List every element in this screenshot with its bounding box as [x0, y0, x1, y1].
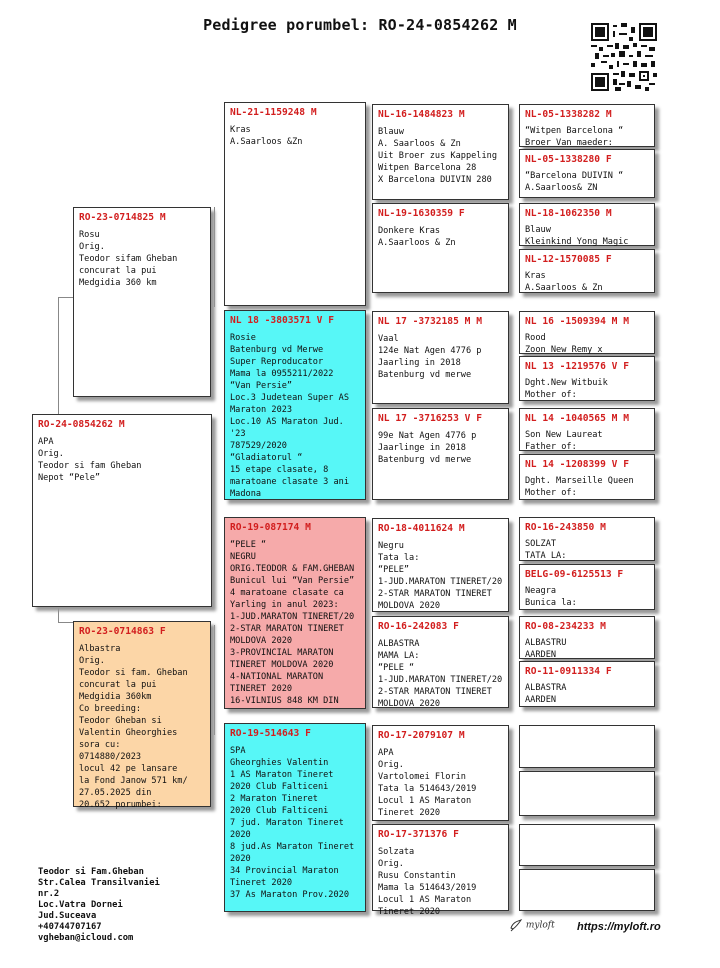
ring-number: RO-23-0714825 M: [79, 212, 166, 223]
pedigree-card-gen4-empty[interactable]: [519, 869, 655, 911]
bird-details: 99e Nat Agen 4776 p Jaarlinge in 2018 Batenburg vd merwe: [378, 431, 477, 465]
pedigree-card-gen3[interactable]: [372, 824, 509, 917]
pedigree-card-gen4-empty[interactable]: [519, 824, 655, 866]
pedigree-card-gen4[interactable]: [519, 104, 655, 147]
ring-number: NL 14 -1208399 V F: [525, 459, 629, 470]
website-link[interactable]: https://myloft.ro: [577, 921, 661, 933]
pedigree-card-gen4[interactable]: [519, 616, 655, 659]
bird-details: Albastra Orig. Teodor si fam. Gheban concurat la pui Medgidia 360km Co breeding: Teodor Gheban si Valentin Gheorghies sora cu: 0714880/2023 locul 42 pe lansare la Fond Janow 571 km/ 27.05.2025 din 20.652 porumbei:: [79, 644, 188, 810]
ring-number: RO-18-4011624 M: [378, 523, 465, 534]
bird-details: ALBASTRA AARDEN: [525, 683, 567, 705]
ring-number: NL 17 -3732185 M M: [378, 316, 482, 327]
connector: [214, 207, 215, 307]
bird-details: Vaal 124e Nat Agen 4776 p Jaarling in 2018 Batenburg vd merwe: [378, 334, 482, 380]
connector: [366, 405, 367, 413]
bird-details: “Witpen Barcelona “ Broer Van maeder:: [525, 126, 624, 148]
ring-number: NL 16 -1509394 M M: [525, 316, 629, 327]
bird-details: Kras A.Saarloos & Zn: [525, 271, 603, 293]
pedigree-card-gen3[interactable]: [372, 616, 509, 708]
bird-details: Son New Laureat Father of:: [525, 430, 603, 452]
bird-details: Kras A.Saarloos &Zn: [230, 125, 303, 147]
bird-details: SOLZAT TATA LA:: [525, 539, 567, 561]
pedigree-card-gen4[interactable]: [519, 149, 655, 198]
owner-contact: Teodor si Fam.Gheban Str.Calea Transilvaniei nr.2 Loc.Vatra Dornei Jud.Suceava +40744707167 vgheban@icloud.com: [38, 867, 160, 943]
bird-details: Negru Tata la: “PELE” 1-JUD.MARATON TINERET/20 2-STAR MARATON TINERET MOLDOVA 2020: [378, 541, 503, 611]
connector: [366, 201, 367, 211]
ring-number: RO-16-242083 F: [378, 621, 459, 632]
bird-details: SPA Gheorghies Valentin 1 AS Maraton Tineret 2020 Club Falticeni 2 Maraton Tineret 2020 Club Falticeni 7 jud. Maraton Tineret 2020 8 jud.As Maraton Tineret 2020 34 Provincial Maraton Tineret 2020 37 As Maraton Prov.2020: [230, 746, 355, 900]
pedigree-card-gen4[interactable]: [519, 661, 655, 707]
ring-number: NL 14 -1040565 M M: [525, 413, 629, 424]
bird-details: APA Orig. Vartolomei Florin Tata la 514643/2019 Locul 1 AS Maraton Tineret 2020: [378, 748, 477, 818]
ring-number: RO-24-0854262 M: [38, 419, 125, 430]
ring-number: RO-17-371376 F: [378, 829, 459, 840]
ring-number: NL-05-1338282 M: [525, 109, 612, 120]
bird-details: Blauw A. Saarloos & Zn Uit Broer zus Kappeling Witpen Barcelona 28 X Barcelona DUIVIN 280: [378, 127, 497, 185]
pedigree-card-gen3[interactable]: [372, 104, 509, 200]
pedigree-card-gen2[interactable]: [224, 310, 366, 500]
bird-details: Solzata Orig. Rusu Constantin Mama la 514643/2019 Locul 1 AS Maraton Tineret 2020: [378, 847, 477, 917]
qr-code: [591, 23, 657, 91]
bird-details: Dght.New Witbuik Mother of:: [525, 378, 608, 400]
ring-number: NL-12-1570085 F: [525, 254, 612, 265]
bird-details: Blauw Kleinkind Yong Magic: [525, 225, 629, 247]
pedigree-card-gen4[interactable]: [519, 517, 655, 561]
page-title: Pedigree porumbel: RO-24-0854262 M: [203, 16, 517, 34]
pedigree-card-gen3[interactable]: [372, 311, 509, 404]
pedigree-card-gen4[interactable]: [519, 408, 655, 451]
bird-details: APA Orig. Teodor si fam Gheban Nepot “Pele”: [38, 437, 142, 483]
bird-details: Donkere Kras A.Saarloos & Zn: [378, 226, 456, 248]
ring-number: NL-18-1062350 M: [525, 208, 612, 219]
pedigree-card-gen4[interactable]: [519, 311, 655, 354]
bird-details: ALBASTRU AARDEN: [525, 638, 567, 660]
bird-details: Neagra Bunica la:: [525, 586, 577, 608]
connector: [366, 822, 367, 828]
bird-details: Rosu Orig. Teodor sifam Gheban concurat la pui Medgidia 360 km: [79, 230, 178, 288]
bird-details: Rood Zoon New Remy x: [525, 333, 603, 355]
pedigree-card-gen2[interactable]: [224, 102, 366, 306]
pedigree-card-sire[interactable]: [73, 207, 211, 397]
ring-number: RO-11-0911334 F: [525, 666, 612, 677]
myloft-logo: [509, 918, 555, 932]
connector: [366, 613, 367, 621]
ring-number: NL 13 -1219576 V F: [525, 361, 629, 372]
pedigree-card-gen4-empty[interactable]: [519, 771, 655, 816]
pedigree-card-gen3[interactable]: [372, 408, 509, 500]
bird-details: Rosie Batenburg vd Merwe Super Reproducator Mama la 0955211/2022 “Van Persie” Loc.3 Judetean Super AS Maraton 2023 Loc.10 AS Maraton Jud. '23 787529/2020 “Gladiatorul “ 15 etape clasate, 8 maratoane clasate 3 ani Madona: [230, 333, 349, 499]
pedigree-card-gen3[interactable]: [372, 203, 509, 293]
ring-number: NL 18 -3803571 V F: [230, 315, 334, 326]
pedigree-card-gen4[interactable]: [519, 454, 655, 500]
ring-number: RO-23-0714863 F: [79, 626, 166, 637]
pedigree-card-gen2[interactable]: [224, 723, 366, 912]
ring-number: NL-16-1484823 M: [378, 109, 465, 120]
pigeon-icon: [509, 918, 523, 932]
bird-details: Dght. Marseille Queen Mother of:: [525, 476, 634, 498]
ring-number: NL-21-1159248 M: [230, 107, 317, 118]
bird-details: “PELE “ NEGRU ORIG.TEODOR & FAM.GHEBAN Bunicul lui “Van Persie” 4 maratoane clasate ca Yarling in anul 2023: 1-JUD.MARATON TINERET/20 2-STAR MARATON TINERET MOLDOVA 2020 3-PROVINCIAL MARATON TINERET MOLDOVA 2020 4-NATIONAL MARATON TINERET 2020 16-VILNIUS 848 KM DIN: [230, 540, 355, 706]
ring-number: NL 17 -3716253 V F: [378, 413, 482, 424]
pedigree-card-gen3[interactable]: [372, 725, 509, 821]
bird-details: “Barcelona DUIVIN “ A.Saarloos& ZN: [525, 171, 624, 193]
ring-number: RO-17-2079107 M: [378, 730, 465, 741]
pedigree-card-gen4[interactable]: [519, 356, 655, 401]
pedigree-card-gen4[interactable]: [519, 249, 655, 293]
ring-number: RO-19-514643 F: [230, 728, 311, 739]
pedigree-card-dam[interactable]: [73, 621, 211, 810]
ring-number: RO-19-087174 M: [230, 522, 311, 533]
pedigree-card-gen4[interactable]: [519, 203, 655, 246]
connector: [214, 625, 215, 735]
ring-number: NL-19-1630359 F: [378, 208, 465, 219]
connector: [58, 622, 74, 623]
bird-details: ALBASTRA MAMA LA: “PELE “ 1-JUD.MARATON TINERET/20 2-STAR MARATON TINERET MOLDOVA 2020: [378, 639, 503, 709]
ring-number: RO-16-243850 M: [525, 522, 606, 533]
ring-number: BELG-09-6125513 F: [525, 569, 624, 580]
pedigree-card-subject[interactable]: [32, 414, 212, 607]
ring-number: NL-05-1338280 F: [525, 154, 612, 165]
connector: [58, 297, 74, 298]
pedigree-card-gen4[interactable]: [519, 564, 655, 610]
logo-text: myloft: [525, 920, 555, 931]
ring-number: RO-08-234233 M: [525, 621, 606, 632]
pedigree-card-gen3[interactable]: [372, 518, 509, 612]
pedigree-card-gen4-empty[interactable]: [519, 725, 655, 768]
pedigree-card-gen2[interactable]: [224, 517, 366, 709]
